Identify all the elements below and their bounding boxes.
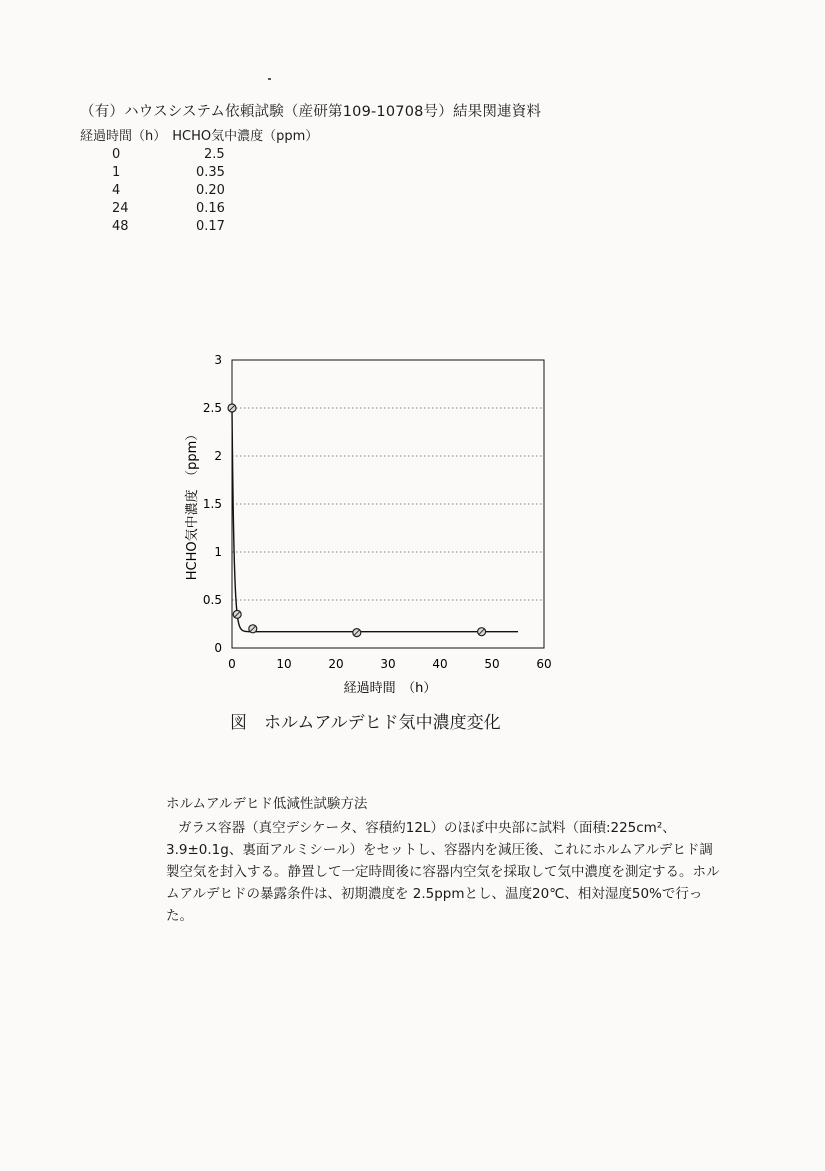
y-tick-label: 0.5 <box>202 593 222 607</box>
data-point <box>228 404 236 412</box>
cell-time: 24 <box>112 201 129 216</box>
grid-lines <box>232 408 544 600</box>
cell-concentration: 2.5 <box>204 147 225 162</box>
table-header-concentration: HCHO気中濃度（ppm） <box>172 129 319 144</box>
stray-mark <box>268 78 271 80</box>
data-points <box>228 404 486 637</box>
data-point <box>353 629 361 637</box>
x-tick-labels <box>228 657 551 671</box>
y-tick-label: 1.5 <box>202 497 222 511</box>
y-tick-label: 2 <box>214 449 222 463</box>
trend-line <box>232 408 518 632</box>
y-tick-label: 3 <box>214 353 222 367</box>
cell-concentration: 0.17 <box>196 219 225 234</box>
concentration-chart <box>180 350 560 702</box>
x-tick-label: 20 <box>328 657 344 671</box>
table-body <box>80 146 394 236</box>
figure-caption: 図 ホルムアルデヒド気中濃度変化 <box>230 713 501 733</box>
cell-time: 4 <box>112 183 121 198</box>
cell-time: 0 <box>112 147 121 162</box>
data-point <box>478 628 486 636</box>
document-title: （有）ハウスシステム依頼試験（産研第109-10708号）結果関連資料 <box>80 104 542 120</box>
x-tick-label: 10 <box>276 657 292 671</box>
x-tick-label: 50 <box>484 657 500 671</box>
cell-time: 1 <box>112 165 121 180</box>
cell-time: 48 <box>112 219 129 234</box>
y-tick-label: 1 <box>214 545 222 559</box>
data-point <box>249 625 257 633</box>
y-tick-label: 2.5 <box>202 401 222 415</box>
cell-concentration: 0.20 <box>196 183 225 198</box>
data-point <box>233 610 241 618</box>
x-axis-label: 経過時間 （h） <box>343 681 437 696</box>
cell-concentration: 0.16 <box>196 201 225 216</box>
table-row <box>80 182 394 200</box>
method-section <box>166 793 726 927</box>
x-tick-label: 0 <box>228 657 236 671</box>
data-table <box>80 128 394 236</box>
table-row <box>80 164 394 182</box>
y-tick-label: 0 <box>214 641 222 655</box>
x-tick-label: 40 <box>432 657 448 671</box>
method-body: ガラス容器（真空デシケータ、容積約12L）のほぼ中央部に試料（面積:225cm²、3.9±0.1g、裏面アルミシール）をセットし、容器内を減圧後、これにホルムアルデヒド調製空気を封入する。静置して一定時間後に容器内空気を採取して気中濃度を測定する。ホルムアルデヒドの暴露条件は、初期濃度を 2.5ppmとし、温度20℃、相対湿度50%で行った。 <box>166 820 720 924</box>
table-header-row <box>80 128 394 146</box>
table-row <box>80 200 394 218</box>
table-header-time: 経過時間（h） <box>80 129 167 144</box>
table-row <box>80 146 394 164</box>
method-heading: ホルムアルデヒド低減性試験方法 <box>166 796 368 812</box>
x-tick-label: 30 <box>380 657 396 671</box>
cell-concentration: 0.35 <box>196 165 225 180</box>
x-tick-label: 60 <box>536 657 552 671</box>
table-row <box>80 218 394 236</box>
y-axis-label: HCHO気中濃度 （ppm） <box>185 427 200 581</box>
y-tick-labels <box>203 353 222 655</box>
